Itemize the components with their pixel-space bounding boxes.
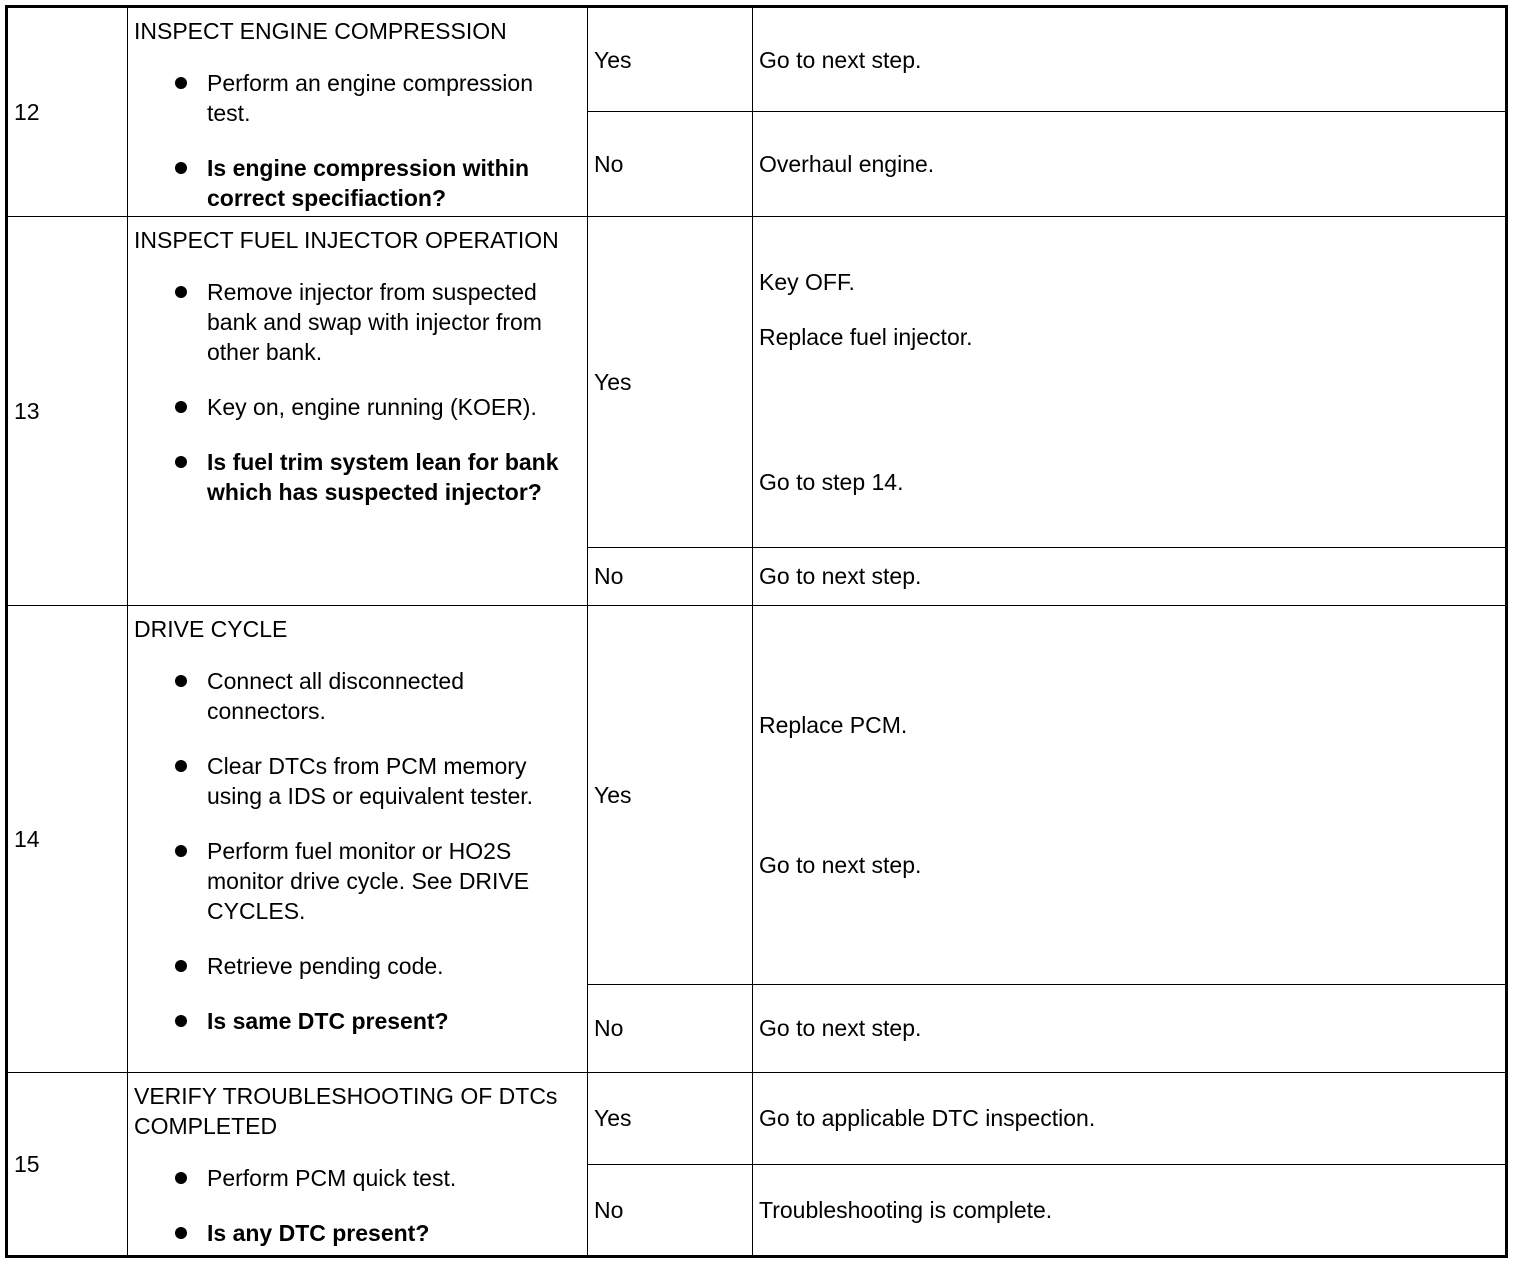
no-action: Go to next step. xyxy=(753,547,1507,605)
yes-action xyxy=(753,217,1507,548)
step-title: VERIFY TROUBLESHOOTING OF DTCs COMPLETED xyxy=(134,1082,558,1139)
diagnostic-procedure-table xyxy=(5,5,1508,1258)
step-action xyxy=(128,217,588,606)
step-title: INSPECT FUEL INJECTOR OPERATION xyxy=(134,227,559,254)
yes-action xyxy=(753,1072,1507,1164)
no-label: No xyxy=(588,547,753,605)
action-line: Go to applicable DTC inspection. xyxy=(759,1105,1096,1132)
step-title: DRIVE CYCLE xyxy=(134,615,288,642)
no-label: No xyxy=(588,1164,753,1256)
no-action: Troubleshooting is complete. xyxy=(753,1164,1507,1256)
step-13-yes-row xyxy=(7,217,1507,548)
yes-label: Yes xyxy=(588,1072,753,1164)
bullet-item: Key on, engine running (KOER). xyxy=(207,392,581,422)
step-action xyxy=(128,1072,588,1256)
yes-label: Yes xyxy=(588,605,753,984)
action-line: Replace PCM. xyxy=(759,711,908,738)
action-line: Go to step 14. xyxy=(759,469,904,496)
bullet-item: Perform PCM quick test. xyxy=(207,1163,581,1193)
step-number: 15 xyxy=(7,1072,128,1256)
bullet-item: Clear DTCs from PCM memory using a IDS or equivalent tester. xyxy=(207,751,581,811)
step-15-yes-row xyxy=(7,1072,1507,1164)
yes-action xyxy=(753,7,1507,112)
bullet-item: Perform fuel monitor or HO2S monitor drive cycle. See DRIVE CYCLES. xyxy=(207,836,581,926)
no-label: No xyxy=(588,984,753,1072)
yes-action xyxy=(753,605,1507,984)
action-line: Replace fuel injector. xyxy=(759,324,973,351)
action-line: Go to next step. xyxy=(759,851,922,878)
step-action xyxy=(128,7,588,217)
step-question: Is same DTC present? xyxy=(207,1006,581,1036)
step-bullets xyxy=(134,666,581,1036)
step-bullets xyxy=(134,277,581,507)
step-bullets xyxy=(134,1163,581,1248)
bullet-item: Remove injector from suspected bank and swap with injector from other bank. xyxy=(207,277,581,367)
bullet-item: Connect all disconnected connectors. xyxy=(207,666,581,726)
step-bullets xyxy=(134,68,581,213)
step-number: 12 xyxy=(7,7,128,217)
step-question: Is any DTC present? xyxy=(207,1218,581,1248)
bullet-item: Perform an engine compression test. xyxy=(207,68,581,128)
yes-label: Yes xyxy=(588,217,753,548)
step-14-yes-row xyxy=(7,605,1507,984)
step-action xyxy=(128,605,588,1072)
step-12-yes-row xyxy=(7,7,1507,112)
no-action: Overhaul engine. xyxy=(753,112,1507,217)
step-question: Is fuel trim system lean for bank which has suspected injector? xyxy=(207,447,581,507)
step-question: Is engine compression within correct specifiaction? xyxy=(207,153,581,213)
yes-label: Yes xyxy=(588,7,753,112)
bullet-item: Retrieve pending code. xyxy=(207,951,581,981)
action-line: Key OFF. xyxy=(759,269,855,296)
no-action: Go to next step. xyxy=(753,984,1507,1072)
action-line: Go to next step. xyxy=(759,46,922,73)
no-label: No xyxy=(588,112,753,217)
step-number: 14 xyxy=(7,605,128,1072)
step-title: INSPECT ENGINE COMPRESSION xyxy=(134,18,507,44)
step-number: 13 xyxy=(7,217,128,606)
